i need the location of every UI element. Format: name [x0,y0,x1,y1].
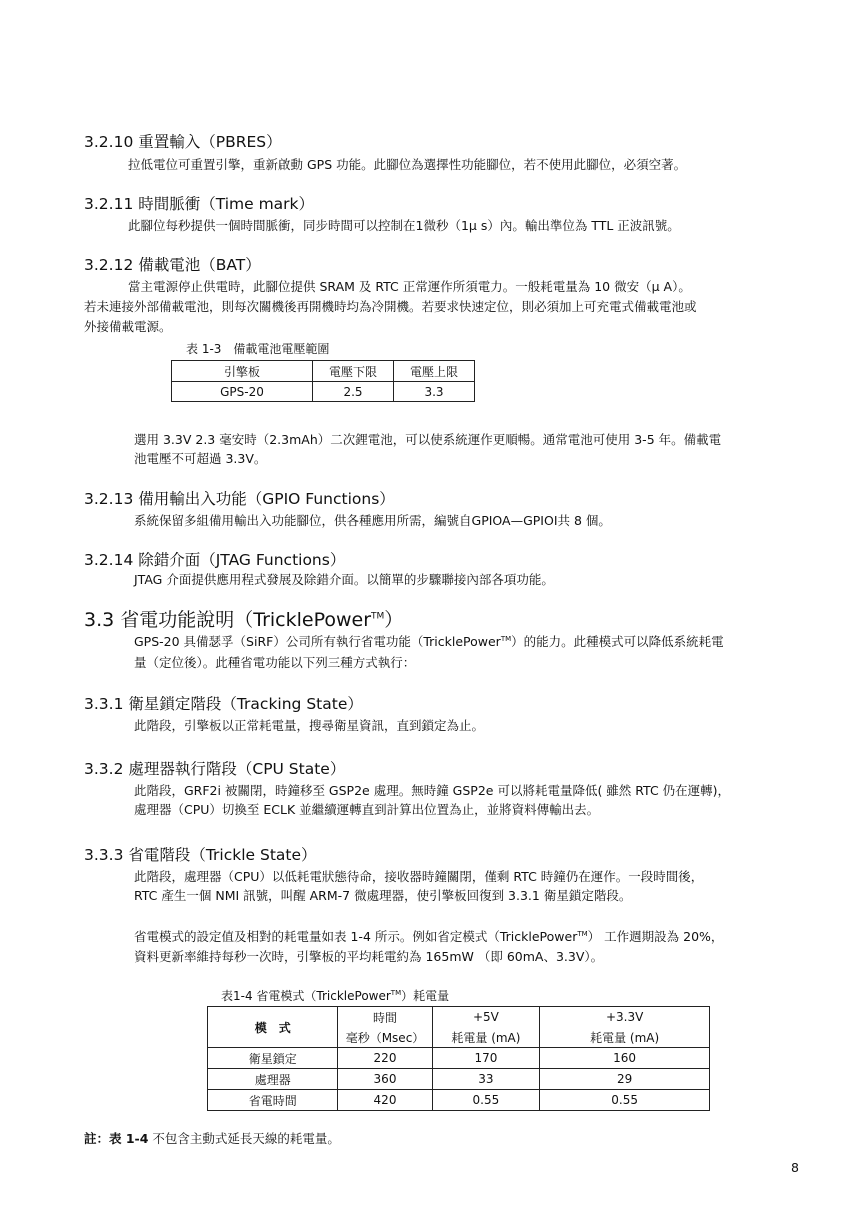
heading-3-3-text: 3.3 省電功能說明（TricklePower [84,609,372,631]
paragraph-3-2-12-line3: 外接備載電源。 [84,319,172,334]
table-cell: 160 [540,1048,710,1069]
table-header-cell: 耗電量 (mA) [432,1028,540,1048]
trademark-mark: TM [577,929,588,938]
table-header-cell: 毫秒（Msec） [338,1028,432,1048]
heading-3-3-1: 3.3.1 衛星鎖定階段（Tracking State） [84,695,363,713]
table-1-3-caption: 表 1-3 備載電池電壓範圍 [186,342,330,356]
paragraph-text: ） 工作週期設為 20%， [587,929,724,944]
heading-3-3 [84,605,403,632]
table-row [208,1069,710,1090]
table-header-row [172,361,475,382]
trademark-mark: TM [500,634,512,643]
table-header-cell: 電壓上限 [394,361,475,382]
table-header-cell: 電壓下限 [313,361,394,382]
table-cell: 29 [540,1069,710,1090]
table-header-cell: 耗電量 (mA) [540,1028,710,1048]
table-cell: 衛星鎖定 [208,1048,338,1069]
paragraph-3-2-12-line2: 若未連接外部備載電池，則每次關機後再開機時均為冷開機。若要求快速定位，則必須加上可充電式備載電池或 [84,299,697,314]
table-1-4 [207,1006,710,1111]
table-1-4-caption [221,987,449,1004]
table-cell: GPS-20 [172,382,313,402]
trademark-mark: TM [390,989,402,997]
heading-3-2-14: 3.2.14 除錯介面（JTAG Functions） [84,551,346,569]
paragraph-power-line2: 資料更新率維持每秒一次時，引擎板的平均耗電約為 165mW （即 60mA、3.3V）。 [134,949,604,964]
table-cell: 2.5 [313,382,394,402]
paragraph-3-3-3-line1: 此階段，處理器（CPU）以低耗電狀態待命，接收器時鐘關閉，僅剩 RTC 時鐘仍在運作。一段時間後， [134,869,704,884]
table-cell: 360 [338,1069,432,1090]
table-header-cell: 引擎板 [172,361,313,382]
paragraph-battery-line1: 選用 3.3V 2.3 毫安時（2.3mAh）二次鋰電池，可以使系統運作更順暢。通常電池可使用 3-5 年。備載電 [134,432,722,447]
heading-3-3-close: ） [384,609,404,631]
caption-text: 表1-4 省電模式（TricklePower [221,989,391,1003]
table-header-row [208,1007,710,1028]
table-row [208,1090,710,1111]
paragraph-3-3-3-line2: RTC 產生一個 NMI 訊號，叫醒 ARM-7 微處理器，使引擎板回復到 3.3.1 衛星鎖定階段。 [134,888,632,903]
footnote [84,1129,340,1147]
table-1-3 [171,360,475,402]
table-cell: 170 [432,1048,540,1069]
heading-3-3-2: 3.3.2 處理器執行階段（CPU State） [84,760,346,778]
paragraph-text: GPS-20 具備瑟孚（SiRF）公司所有執行省電功能（TricklePower [134,634,501,649]
table-cell: 省電時間 [208,1090,338,1111]
paragraph-text: 省電模式的設定值及相對的耗電量如表 1-4 所示。例如省定模式（TricklePower [134,929,578,944]
page-number: 8 [791,1160,799,1175]
table-cell: 0.55 [432,1090,540,1111]
paragraph-3-2-11: 此腳位每秒提供一個時間脈衝，同步時間可以控制在1微秒（1μ s）內。輸出準位為 TTL 正波訊號。 [128,218,680,233]
paragraph-3-2-14: JTAG 介面提供應用程式發展及除錯介面。以簡單的步驟聯接內部各項功能。 [134,572,554,587]
paragraph-3-2-13: 系統保留多組備用輸出入功能腳位，供各種應用所需，編號自GPIOA—GPIOI共 8 個。 [134,513,611,528]
heading-3-2-11: 3.2.11 時間脈衝（Time mark） [84,195,315,213]
caption-text: ）耗電量 [401,989,450,1003]
table-header-cell: 模 式 [208,1007,338,1048]
heading-3-2-13: 3.2.13 備用輸出入功能（GPIO Functions） [84,490,395,508]
table-cell: 處理器 [208,1069,338,1090]
paragraph-3-2-12-line1: 當主電源停止供電時，此腳位提供 SRAM 及 RTC 正常運作所須電力。一般耗電量為 10 微安（μ A）。 [128,279,691,294]
table-row [208,1048,710,1069]
table-header-cell: +3.3V [540,1007,710,1028]
footnote-text: 不包含主動式延長天線的耗電量。 [148,1131,340,1146]
paragraph-power-line1 [134,927,723,945]
heading-3-3-3: 3.3.3 省電階段（Trickle State） [84,846,317,864]
paragraph-battery-line2: 池電壓不可超過 3.3V。 [134,451,267,466]
table-cell: 420 [338,1090,432,1111]
paragraph-3-3-1: 此階段，引擎板以正常耗電量，搜尋衛星資訊，直到鎖定為止。 [134,718,485,733]
paragraph-3-3-2-line2: 處理器（CPU）切換至 ECLK 並繼續運轉直到計算出位置為止，並將資料傳輸出去。 [134,802,600,817]
paragraph-3-3-2-line1: 此階段，GRF2i 被關閉，時鐘移至 GSP2e 處理。無時鐘 GSP2e 可以將耗電量降低( 雖然 RTC 仍在運轉)， [134,783,731,798]
table-header-cell: 時間 [338,1007,432,1028]
table-cell: 33 [432,1069,540,1090]
heading-3-2-12: 3.2.12 備載電池（BAT） [84,256,261,274]
table-cell: 3.3 [394,382,475,402]
trademark-mark: TM [371,611,385,622]
table-cell: 220 [338,1048,432,1069]
heading-3-2-10: 3.2.10 重置輸入（PBRES） [84,133,282,151]
paragraph-3-3-line2: 量（定位後）。此種省電功能以下列三種方式執行： [134,655,416,670]
table-cell: 0.55 [540,1090,710,1111]
table-row [172,382,475,402]
table-header-cell: +5V [432,1007,540,1028]
paragraph-text: ）的能力。此種模式可以降低系統耗電 [511,634,724,649]
paragraph-3-2-10: 拉低電位可重置引擎，重新啟動 GPS 功能。此腳位為選擇性功能腳位，若不使用此腳位，必須空著。 [128,157,687,172]
paragraph-3-3-line1 [134,632,724,650]
footnote-label: 註：表 1-4 [84,1131,149,1146]
